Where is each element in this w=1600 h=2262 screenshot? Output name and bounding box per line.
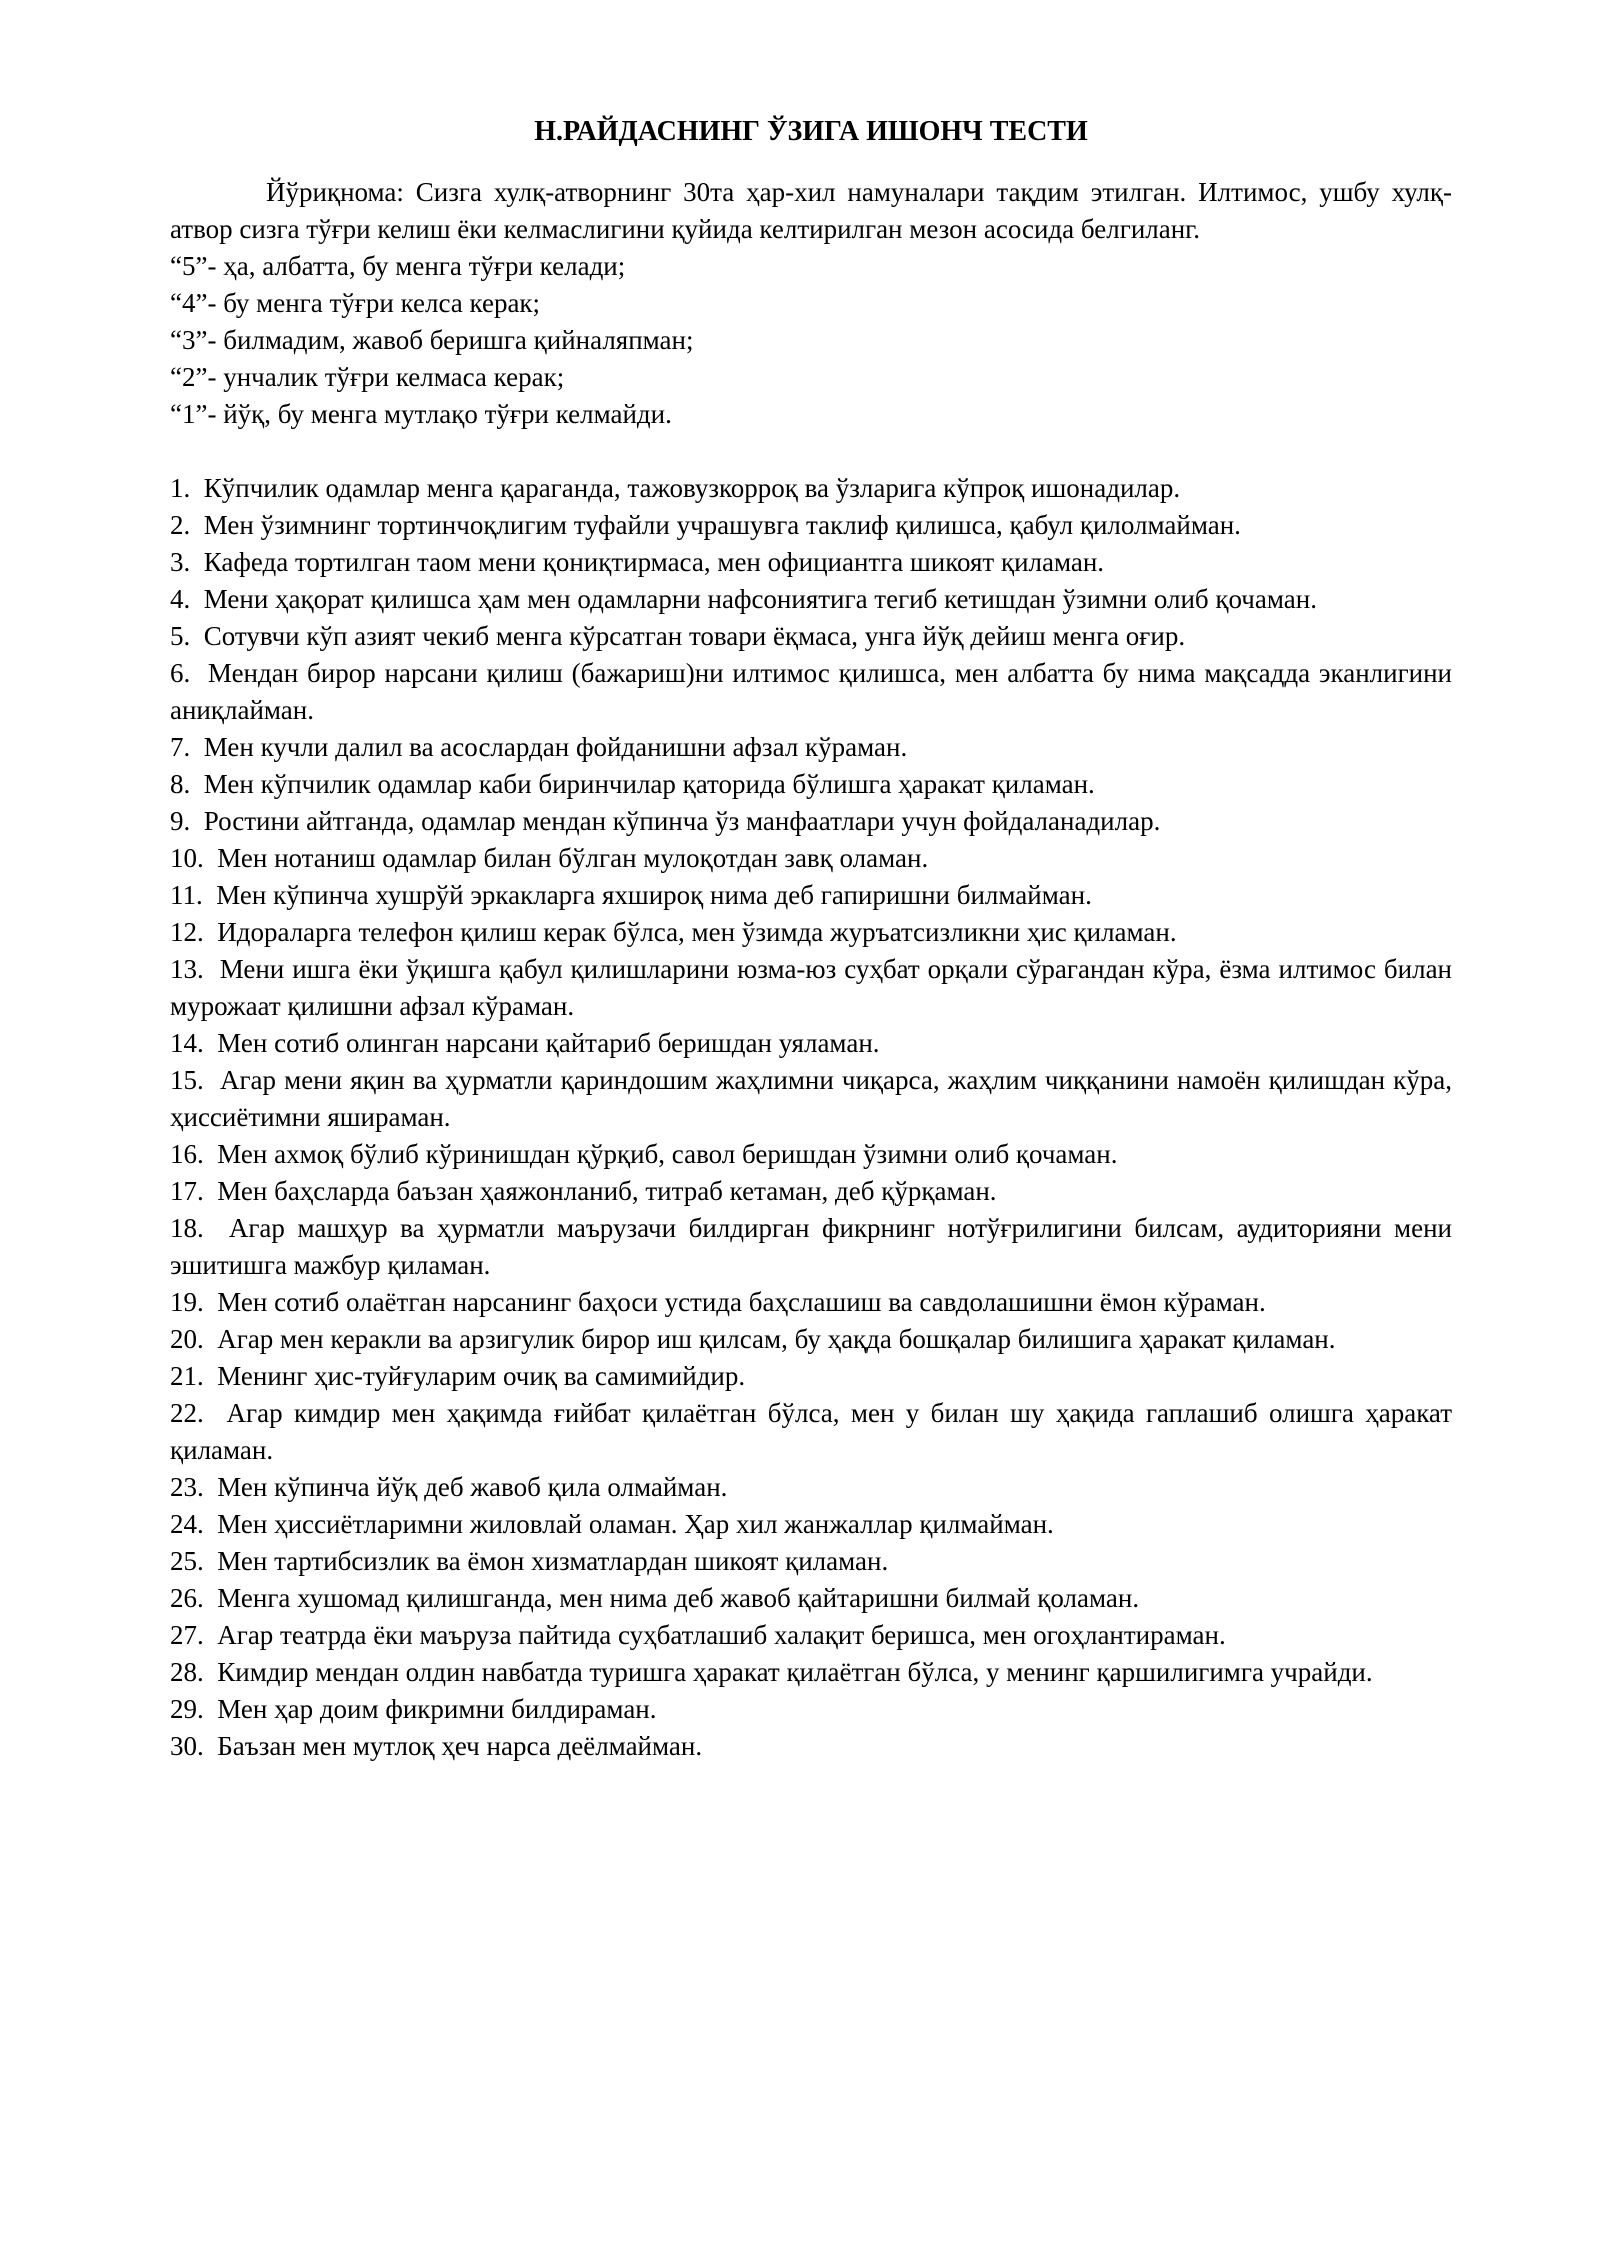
test-item-text: Мен ахмоқ бўлиб кўринишдан қўрқиб, савол беришдан ўзимни олиб қочаман. <box>217 1139 1118 1169</box>
test-item-number: 2. <box>170 510 191 540</box>
scale-option-3: “3”- билмадим, жавоб беришга қийналяпман; <box>170 325 694 355</box>
instruction-paragraph <box>170 174 1452 248</box>
test-item-29 <box>170 1691 1452 1728</box>
test-item-text: Кафеда тортилган таом мени қониқтирмаса, мен официантга шикоят қиламан. <box>203 547 1105 577</box>
test-item-number: 27. <box>170 1620 204 1650</box>
test-item-number: 25. <box>170 1546 204 1576</box>
document-page <box>170 112 1452 1765</box>
test-item-number: 16. <box>170 1139 204 1169</box>
test-item-number: 30. <box>170 1731 204 1761</box>
test-items-list <box>170 470 1452 1765</box>
test-item-text: Мени ишга ёки ўқишга қабул қилишларини юзма-юз суҳбат орқали сўрагандан кўра, ёзма илтимос билан мурожаат қилишни афзал кўраман. <box>170 954 1453 1021</box>
test-item-12 <box>170 914 1452 951</box>
test-item-number: 10. <box>170 843 204 873</box>
test-item-6 <box>170 655 1452 729</box>
test-item-number: 22. <box>170 1398 204 1428</box>
test-item-number: 13. <box>170 954 204 984</box>
test-item-text: Мен тартибсизлик ва ёмон хизматлардан шикоят қиламан. <box>217 1546 889 1576</box>
test-item-number: 23. <box>170 1472 204 1502</box>
test-item-18 <box>170 1210 1452 1284</box>
test-item-text: Мен сотиб олаётган нарсанинг баҳоси устида баҳслашиш ва савдолашишни ёмон кўраман. <box>217 1287 1266 1317</box>
test-item-number: 19. <box>170 1287 204 1317</box>
test-item-text: Менинг ҳис-туйғуларим очиқ ва самимийдир. <box>217 1361 746 1391</box>
rating-scale <box>170 248 1452 433</box>
test-item-text: Мен кучли далил ва асослардан фойданишни афзал кўраман. <box>203 732 908 762</box>
test-item-23 <box>170 1469 1452 1506</box>
test-item-9 <box>170 803 1452 840</box>
scale-option-1: “1”- йўқ, бу менга мутлақо тўғри келмайди. <box>170 399 672 429</box>
test-item-16 <box>170 1136 1452 1173</box>
test-item-10 <box>170 840 1452 877</box>
test-item-3 <box>170 544 1452 581</box>
test-item-7 <box>170 729 1452 766</box>
test-item-19 <box>170 1284 1452 1321</box>
test-item-text: Мендан бирор нарсани қилиш (бажариш)ни илтимос қилишса, мен албатта бу нима мақсадда эканлигини аниқлайман. <box>170 658 1452 725</box>
instruction-text: Йўриқнома: Сизга хулқ-атворнинг 30та ҳар-хил намуналари тақдим этилган. Илтимос, ушбу хулқ-атвор сизга тўғри келиш ёки келмаслигини қуйида келтирилган мезон асосида белгиланг. <box>170 177 1452 244</box>
test-item-number: 12. <box>170 917 204 947</box>
test-item-text: Мен ҳиссиётларимни жиловлай оламан. Ҳар хил жанжаллар қилмайман. <box>217 1509 1054 1539</box>
test-item-number: 1. <box>170 473 191 503</box>
test-item-text: Мен кўпчилик одамлар каби биринчилар қаторида бўлишга ҳаракат қиламан. <box>203 769 1095 799</box>
test-item-text: Мен нотаниш одамлар билан бўлган мулоқотдан завқ оламан. <box>217 843 929 873</box>
test-item-number: 18. <box>170 1213 204 1243</box>
test-item-text: Менга хушомад қилишганда, мен нима деб жавоб қайтаришни билмай қоламан. <box>217 1583 1140 1613</box>
test-item-number: 9. <box>170 806 191 836</box>
test-item-11 <box>170 877 1452 914</box>
test-item-number: 6. <box>170 658 191 688</box>
test-item-1 <box>170 470 1452 507</box>
test-item-number: 17. <box>170 1176 204 1206</box>
test-item-text: Агар мен керакли ва арзигулик бирор иш қилсам, бу ҳақда бошқалар билишига ҳаракат қиламан. <box>217 1324 1336 1354</box>
test-item-20 <box>170 1321 1452 1358</box>
test-item-5 <box>170 618 1452 655</box>
test-item-text: Кимдир мендан олдин навбатда туришга ҳаракат қилаётган бўлса, у менинг қаршилигимга учрайди. <box>217 1657 1373 1687</box>
test-item-13 <box>170 951 1452 1025</box>
scale-option-2: “2”- унчалик тўғри келмаса керак; <box>170 362 565 392</box>
test-item-number: 14. <box>170 1028 204 1058</box>
test-item-8 <box>170 766 1452 803</box>
test-item-26 <box>170 1580 1452 1617</box>
test-item-text: Идораларга телефон қилиш керак бўлса, мен ўзимда журъатсизликни ҳис қиламан. <box>217 917 1177 947</box>
test-item-number: 28. <box>170 1657 204 1687</box>
scale-option-4: “4”- бу менга тўғри келса керак; <box>170 288 541 318</box>
test-item-text: Агар театрда ёки маъруза пайтида суҳбатлашиб халақит беришса, мен огоҳлантираман. <box>217 1620 1226 1650</box>
test-item-number: 24. <box>170 1509 204 1539</box>
test-item-number: 3. <box>170 547 191 577</box>
test-item-text: Кўпчилик одамлар менга қараганда, тажовузкорроқ ва ўзларига кўпроқ ишонадилар. <box>203 473 1181 503</box>
spacer <box>170 433 1452 470</box>
test-item-text: Мен сотиб олинган нарсани қайтариб беришдан уяламан. <box>217 1028 880 1058</box>
test-item-30 <box>170 1728 1452 1765</box>
test-item-text: Мен кўпинча йўқ деб жавоб қила олмайман. <box>217 1472 728 1502</box>
test-item-text: Ростини айтганда, одамлар мендан кўпинча ўз манфаатлари учун фойдаланадилар. <box>203 806 1161 836</box>
test-item-text: Агар мени яқин ва ҳурматли қариндошим жаҳлимни чиқарса, жаҳлим чиққанини намоён қилишдан кўра, ҳиссиётимни яшираман. <box>170 1065 1453 1132</box>
test-item-text: Мен ҳар доим фикримни билдираман. <box>217 1694 657 1724</box>
test-item-text: Мен кўпинча хушрўй эркакларга яхшироқ нима деб гапиришни билмайман. <box>216 880 1092 910</box>
document-title: Н.РАЙДАСНИНГ ЎЗИГА ИШОНЧ ТЕСТИ <box>534 116 1088 147</box>
test-item-number: 8. <box>170 769 191 799</box>
test-item-number: 11. <box>170 880 203 910</box>
test-item-text: Агар кимдир мен ҳақимда ғийбат қилаётган бўлса, мен у билан шу ҳақида гаплашиб олишга ҳаракат қиламан. <box>170 1398 1453 1465</box>
test-item-text: Мени ҳақорат қилишса ҳам мен одамларни нафсониятига тегиб кетишдан ўзимни олиб қочаман. <box>203 584 1317 614</box>
test-item-text: Мен ўзимнинг тортинчоқлигим туфайли учрашувга таклиф қилишса, қабул қилолмайман. <box>203 510 1241 540</box>
test-item-number: 4. <box>170 584 191 614</box>
test-item-number: 7. <box>170 732 191 762</box>
test-item-number: 15. <box>170 1065 204 1095</box>
test-item-15 <box>170 1062 1452 1136</box>
test-item-number: 29. <box>170 1694 204 1724</box>
test-item-21 <box>170 1358 1452 1395</box>
test-item-14 <box>170 1025 1452 1062</box>
test-item-25 <box>170 1543 1452 1580</box>
test-item-number: 5. <box>170 621 191 651</box>
test-item-17 <box>170 1173 1452 1210</box>
test-item-27 <box>170 1617 1452 1654</box>
test-item-text: Сотувчи кўп азият чекиб менга кўрсатган товари ёқмаса, унга йўқ дейиш менга оғир. <box>203 621 1186 651</box>
test-item-text: Баъзан мен мутлоқ ҳеч нарса деёлмайман. <box>217 1731 703 1761</box>
test-item-number: 26. <box>170 1583 204 1613</box>
test-item-24 <box>170 1506 1452 1543</box>
test-item-number: 21. <box>170 1361 204 1391</box>
test-item-text: Мен баҳсларда баъзан ҳаяжонланиб, титраб кетаман, деб қўрқаман. <box>217 1176 997 1206</box>
test-item-22 <box>170 1395 1452 1469</box>
test-item-text: Агар машҳур ва ҳурматли маърузачи билдирган фикрнинг нотўғрилигини билсам, аудиторияни мени эшитишга мажбур қиламан. <box>170 1213 1452 1280</box>
test-item-4 <box>170 581 1452 618</box>
test-item-number: 20. <box>170 1324 204 1354</box>
test-item-2 <box>170 507 1452 544</box>
scale-option-5: “5”- ҳа, албатта, бу менга тўғри келади; <box>170 251 626 281</box>
test-item-28 <box>170 1654 1452 1691</box>
